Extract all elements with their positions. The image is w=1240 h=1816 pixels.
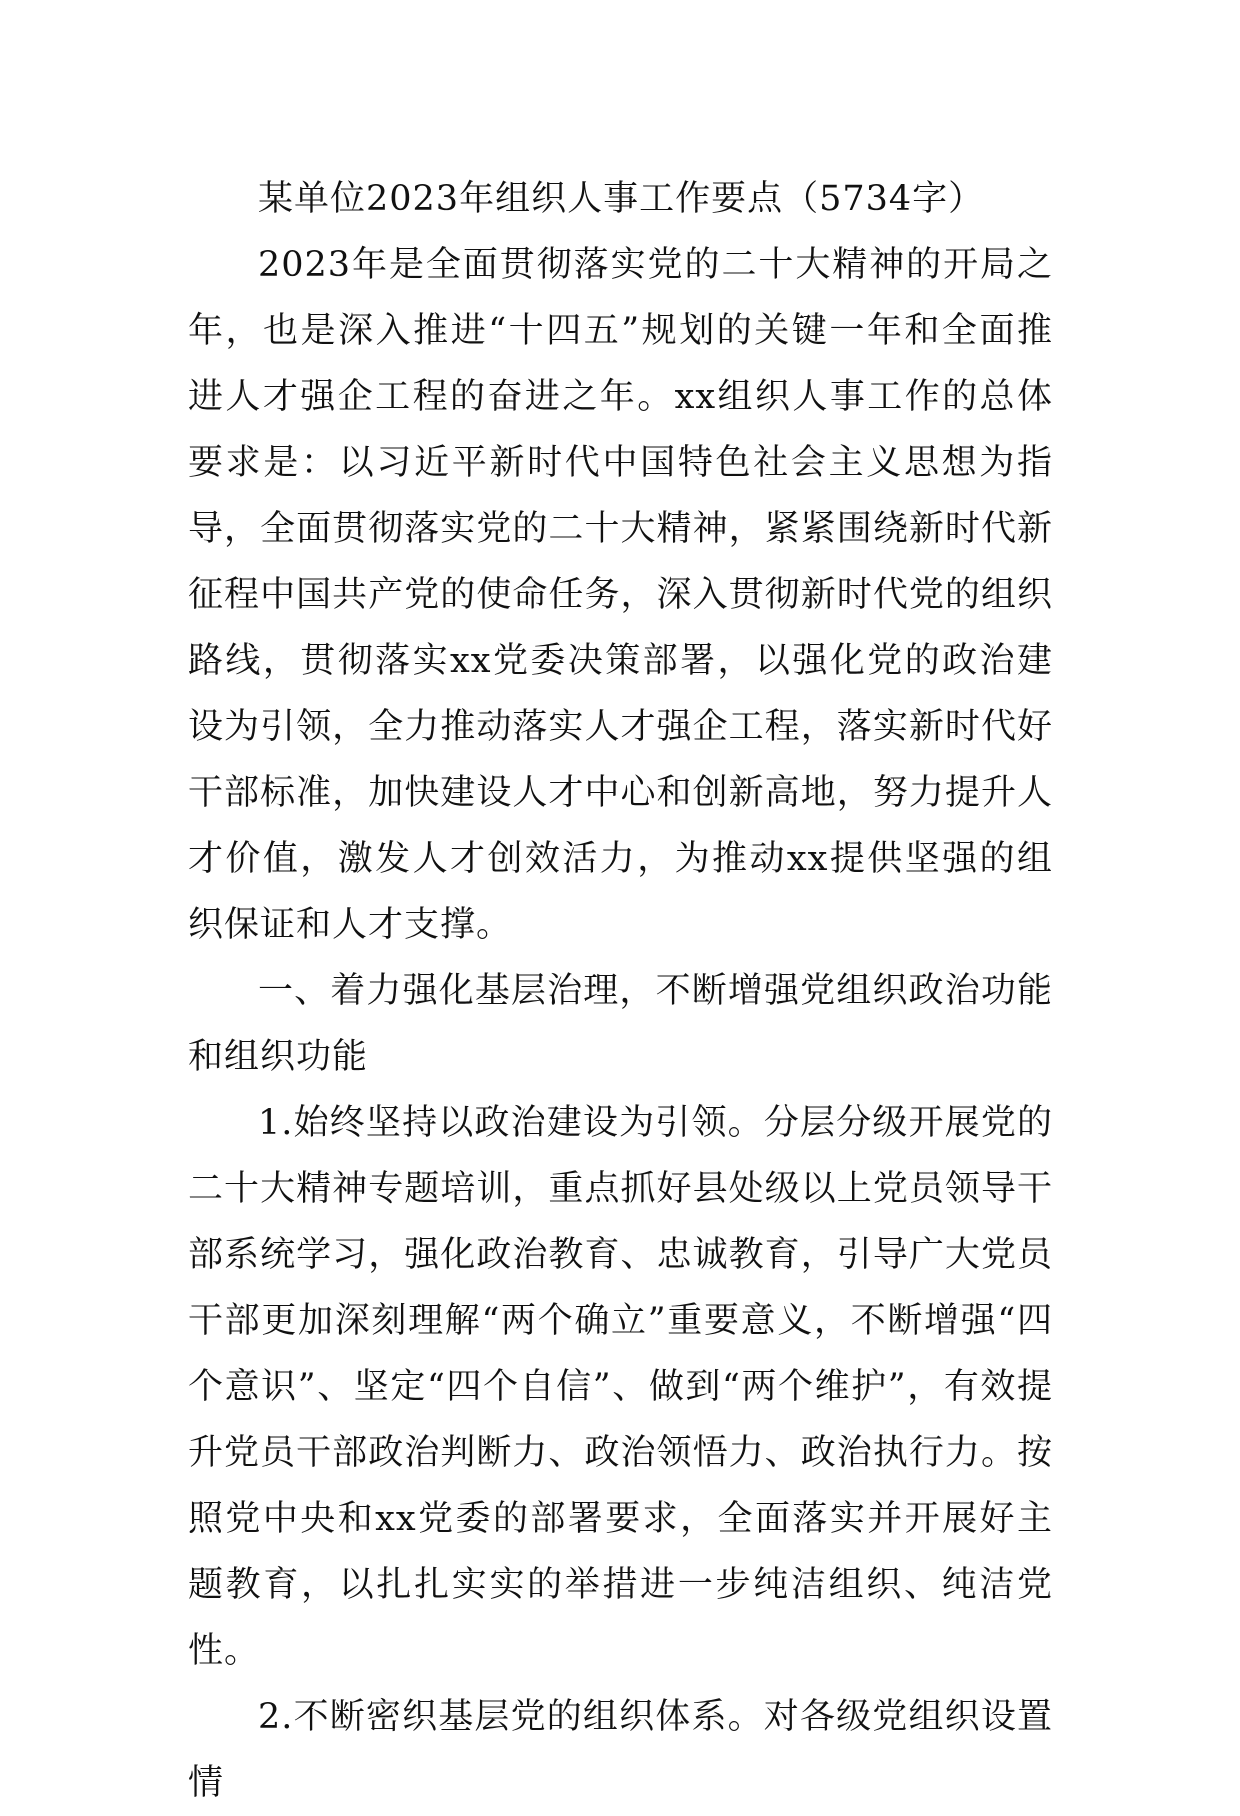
item-paragraph-2: 2.不断密织基层党的组织体系。对各级党组织设置情 [188, 1697, 1053, 1803]
item-paragraph-1: 1.始终坚持以政治建设为引领。分层分级开展党的二十大精神专题培训，重点抓好县处级以上党员领导干部系统学习，强化政治教育、忠诚教育，引导广大党员干部更加深刻理解“两个确立”重要意义，不断增强“四个意识”、坚定“四个自信”、做到“两个维护”，有效提升党员干部政治判断力、政治领悟力、政治执行力。按照党中央和xx党委的部署要求，全面落实并开展好主题教育，以扎扎实实的举措进一步纯洁组织、纯洁党性。 [188, 1103, 1053, 1671]
section-heading-1: 一、着力强化基层治理，不断增强党组织政治功能和组织功能 [188, 971, 1053, 1077]
document-body [188, 166, 1053, 1816]
document-title: 某单位2023年组织人事工作要点（5734字） [258, 179, 985, 219]
intro-paragraph: 2023年是全面贯彻落实党的二十大精神的开局之年，也是深入推进“十四五”规划的关键一年和全面推进人才强企工程的奋进之年。xx组织人事工作的总体要求是：以习近平新时代中国特色社会主义思想为指导，全面贯彻落实党的二十大精神，紧紧围绕新时代新征程中国共产党的使命任务，深入贯彻新时代党的组织路线，贯彻落实xx党委决策部署，以强化党的政治建设为引领，全力推动落实人才强企工程，落实新时代好干部标准，加快建设人才中心和创新高地，努力提升人才价值，激发人才创效活力，为推动xx提供坚强的组织保证和人才支撑。 [188, 245, 1053, 945]
